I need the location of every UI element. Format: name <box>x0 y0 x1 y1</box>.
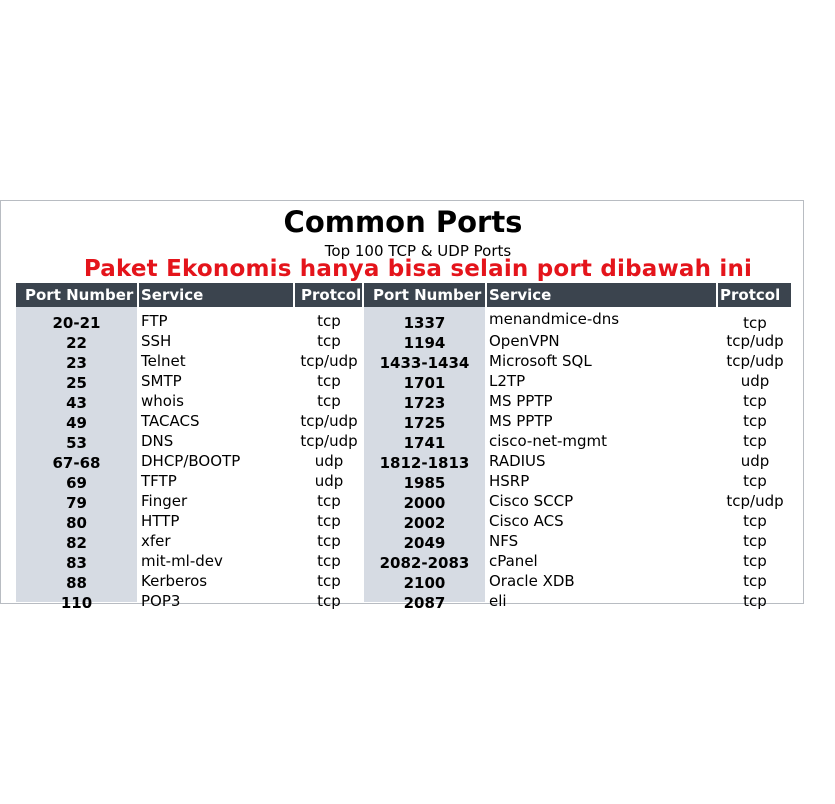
protocol-cell: tcp <box>743 412 767 430</box>
service-cell: mit-ml-dev <box>141 552 223 570</box>
protocol-cell: tcp/udp <box>726 332 784 350</box>
protocol-cell: udp <box>740 372 770 390</box>
protocol-cell: tcp <box>743 532 767 550</box>
port-number-cell: 1701 <box>403 374 446 392</box>
port-number-cell: 67-68 <box>52 454 101 472</box>
header-service: Service <box>489 286 552 304</box>
port-number-cell: 2082-2083 <box>379 554 470 572</box>
port-number-cell: 1337 <box>403 314 446 332</box>
promo-banner-text: Paket Ekonomis hanya bisa selain port dibawah ini <box>83 256 753 282</box>
service-cell: cPanel <box>489 552 538 570</box>
header-protocol: Protcol <box>720 286 781 304</box>
protocol-cell: tcp <box>317 572 341 590</box>
port-number-cell: 79 <box>66 494 87 512</box>
service-cell: Cisco SCCP <box>489 492 574 510</box>
service-cell: FTP <box>141 312 168 330</box>
port-number-cell: 2000 <box>403 494 446 512</box>
service-cell: Cisco ACS <box>489 512 564 530</box>
port-number-cell: 2087 <box>403 594 446 612</box>
service-cell: cisco-net-mgmt <box>489 432 608 450</box>
service-cell: RADIUS <box>489 452 546 470</box>
protocol-cell: udp <box>314 452 344 470</box>
protocol-cell: tcp <box>317 512 341 530</box>
protocol-cell: tcp <box>743 552 767 570</box>
service-cell: Kerberos <box>141 572 208 590</box>
document-subtitle: Top 100 TCP & UDP Ports <box>324 242 512 260</box>
service-cell: HTTP <box>141 512 180 530</box>
service-cell: SMTP <box>141 372 182 390</box>
service-cell: L2TP <box>489 372 526 390</box>
port-number-cell: 1985 <box>403 474 446 492</box>
document-title: Common Ports <box>283 205 523 239</box>
protocol-cell: tcp/udp <box>300 432 358 450</box>
protocol-cell: tcp <box>317 552 341 570</box>
service-cell: Finger <box>141 492 188 510</box>
protocol-cell: tcp <box>743 314 767 332</box>
header-port-number: Port Number <box>373 286 482 304</box>
port-number-cell: 1725 <box>403 414 446 432</box>
service-cell: xfer <box>141 532 171 550</box>
protocol-cell: tcp <box>317 492 341 510</box>
service-cell: MS PPTP <box>489 412 553 430</box>
service-cell: Telnet <box>141 352 186 370</box>
header-port-number: Port Number <box>25 286 134 304</box>
protocol-cell: tcp/udp <box>300 412 358 430</box>
service-cell: DHCP/BOOTP <box>141 452 241 470</box>
protocol-cell: tcp <box>317 392 341 410</box>
header-service: Service <box>141 286 204 304</box>
service-cell: NFS <box>489 532 519 550</box>
port-number-cell: 2100 <box>403 574 446 592</box>
service-cell: TACACS <box>141 412 200 430</box>
service-cell: Oracle XDB <box>489 572 575 590</box>
protocol-cell: udp <box>314 472 344 490</box>
port-number-cell: 1812-1813 <box>379 454 470 472</box>
protocol-cell: tcp <box>317 312 341 330</box>
port-number-cell: 43 <box>66 394 87 412</box>
port-number-cell: 25 <box>66 374 87 392</box>
port-number-cell: 1723 <box>403 394 446 412</box>
service-cell: HSRP <box>489 472 530 490</box>
protocol-cell: tcp/udp <box>726 352 784 370</box>
port-number-cell: 80 <box>66 514 87 532</box>
port-number-cell: 83 <box>66 554 87 572</box>
service-cell: eli <box>489 592 507 610</box>
protocol-cell: tcp <box>743 512 767 530</box>
port-number-cell: 53 <box>66 434 87 452</box>
service-cell: OpenVPN <box>489 332 560 350</box>
port-number-cell: 20-21 <box>52 314 101 332</box>
port-number-cell: 1194 <box>403 334 446 352</box>
protocol-cell: tcp/udp <box>726 492 784 510</box>
port-number-cell: 69 <box>66 474 87 492</box>
protocol-cell: tcp <box>317 372 341 390</box>
port-number-cell: 1741 <box>403 434 446 452</box>
service-cell: SSH <box>141 332 172 350</box>
protocol-cell: tcp <box>743 572 767 590</box>
service-cell: TFTP <box>141 472 177 490</box>
port-number-cell: 22 <box>66 334 87 352</box>
protocol-cell: tcp <box>743 472 767 490</box>
service-cell: MS PPTP <box>489 392 553 410</box>
service-cell: whois <box>141 392 184 410</box>
protocol-cell: udp <box>740 452 770 470</box>
service-cell: menandmice-dns <box>489 310 620 328</box>
port-number-cell: 49 <box>66 414 87 432</box>
service-cell: Microsoft SQL <box>489 352 592 370</box>
port-number-cell: 23 <box>66 354 87 372</box>
service-cell: POP3 <box>141 592 181 610</box>
protocol-cell: tcp <box>317 532 341 550</box>
protocol-cell: tcp <box>317 592 341 610</box>
port-number-cell: 110 <box>60 594 93 612</box>
port-number-cell: 1433-1434 <box>379 354 470 372</box>
header-protocol: Protcol <box>301 286 362 304</box>
port-number-cell: 88 <box>66 574 87 592</box>
protocol-cell: tcp <box>743 432 767 450</box>
port-number-cell: 2002 <box>403 514 446 532</box>
service-cell: DNS <box>141 432 174 450</box>
protocol-cell: tcp <box>317 332 341 350</box>
port-number-cell: 2049 <box>403 534 446 552</box>
protocol-cell: tcp <box>743 592 767 610</box>
protocol-cell: tcp/udp <box>300 352 358 370</box>
port-number-cell: 82 <box>66 534 87 552</box>
protocol-cell: tcp <box>743 392 767 410</box>
